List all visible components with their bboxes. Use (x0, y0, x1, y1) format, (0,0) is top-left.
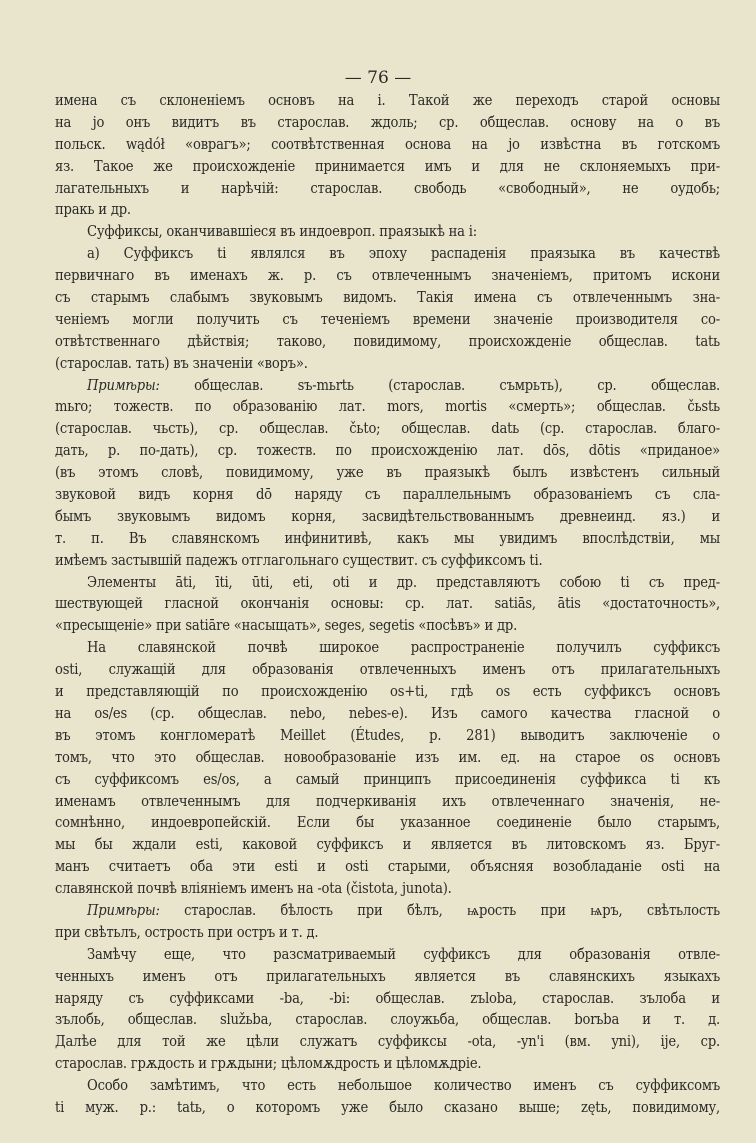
text-line (55, 944, 720, 966)
text-line (55, 659, 720, 681)
line-text: На славянской почвѣ широкое распространеніе получилъ суффиксъ (87, 639, 720, 657)
text-line (55, 593, 720, 615)
line-text: (старослав. чьсть), ср. общеслав. čьto; общеслав. datь (ср. старослав. благо- (55, 420, 720, 438)
text-line (55, 1009, 720, 1031)
line-text: Далѣе для той же цѣли служатъ суффиксы -ota, -yn'i (вм. yni), ije, ср. (55, 1033, 720, 1051)
text-line (55, 221, 720, 243)
text-line (55, 1053, 720, 1075)
text-line (55, 834, 720, 856)
text-line (55, 747, 720, 769)
text-line (55, 112, 720, 134)
line-text: шествующей гласной окончанія основы: ср. лат. satiās, ātis «достаточность», (55, 595, 720, 613)
text-line (55, 615, 720, 637)
text-line (55, 178, 720, 200)
text-line (55, 243, 720, 265)
text-line (55, 900, 720, 922)
text-line (55, 769, 720, 791)
page-number: — 76 — (344, 68, 412, 88)
line-text: имѣемъ застывшій падежъ отглагольнаго существит. съ суффиксомъ ti. (55, 551, 543, 569)
line-text: старослав. грѫдость и грѫдыни; цѣломѫдрость и цѣломѫдріе. (55, 1055, 482, 1073)
text-line (55, 791, 720, 813)
body-text (55, 90, 720, 1119)
line-text: наряду съ суффиксами -ba, -bi: общеслав. zъloba, старослав. зълоба и (55, 989, 720, 1007)
text-line (55, 1031, 720, 1053)
line-text: сомнѣнно, индоевропейскій. Если бы указанное соединеніе было старымъ, (55, 814, 720, 832)
text-line (55, 462, 720, 484)
line-text: Суффиксы, оканчивавшіеся въ индоевроп. праязыкѣ на i: (87, 223, 477, 241)
line-text: т. п. Въ славянскомъ инфинитивѣ, какъ мы увидимъ впослѣдствіи, мы (55, 529, 720, 547)
line-text: общеслав. sъ-mьrtь (старослав. съмрьть), ср. общеслав. (194, 376, 720, 394)
line-text: съ суффиксомъ es/os, а самый принципъ присоединенія суффикса ti къ (55, 770, 720, 788)
line-text: первичнаго въ именахъ ж. р. съ отвлеченнымъ значеніемъ, притомъ искони (55, 267, 720, 285)
examples-label: Примѣры: (87, 901, 160, 919)
line-text: при свѣтьлъ, острость при остръ и т. д. (55, 923, 319, 941)
text-line (55, 353, 720, 375)
line-text: звуковой видъ корня dō наряду съ параллельнымъ образованіемъ съ сла- (55, 486, 720, 504)
line-text: польск. wądół «оврагъ»; соотвѣтственная основа на jo извѣстна въ готскомъ (55, 135, 720, 153)
line-text: лагательныхъ и нарѣчій: старослав. свободь «свободный», не оудобь; (55, 179, 720, 197)
line-text: Замѣчу еще, что разсматриваемый суффиксъ для образованія отвле- (87, 945, 720, 963)
text-line (55, 550, 720, 572)
text-line (55, 375, 720, 397)
text-line (55, 506, 720, 528)
text-line (55, 1075, 720, 1097)
line-text: на os/es (ср. общеслав. nebo, nebes-e). Изъ самого качества гласной o (55, 704, 720, 722)
text-line (55, 287, 720, 309)
line-text: именамъ отвлеченнымъ для подчеркиванія ихъ отвлеченнаго значенія, не- (55, 792, 720, 810)
text-line (55, 1097, 720, 1119)
text-line (55, 265, 720, 287)
text-line (55, 418, 720, 440)
text-line (55, 922, 720, 944)
text-line (55, 878, 720, 900)
line-text: бымъ звуковымъ видомъ корня, засвидѣтельствованнымъ древнеинд. яз.) и (55, 507, 720, 525)
line-text: mьro; тожеств. по образованію лат. mors, mortis «смерть»; общеслав. čьstь (55, 398, 720, 416)
text-line (55, 90, 720, 112)
text-line (55, 703, 720, 725)
text-line (55, 812, 720, 834)
line-text: пракь и др. (55, 201, 131, 219)
line-text: на jo онъ видитъ въ старослав. ждоль; ср. общеслав. основу на o въ (55, 113, 720, 131)
line-text: съ старымъ слабымъ звуковымъ видомъ. Такія имена съ отвлеченнымъ зна- (55, 289, 720, 307)
line-text: имена съ склоненіемъ основъ на i. Такой же переходъ старой основы (55, 92, 720, 109)
text-line (55, 199, 720, 221)
text-line (55, 725, 720, 747)
text-line (55, 484, 720, 506)
line-text: «пресыщеніе» при satiāre «насыщать», seges, segetis «посѣвъ» и др. (55, 617, 518, 635)
line-text: славянской почвѣ вліяніемъ именъ на -ota (čistota, junota). (55, 880, 452, 898)
text-line (55, 440, 720, 462)
text-line (55, 637, 720, 659)
line-text: томъ, что это общеслав. новообразованіе изъ им. ед. на старое os основъ (55, 748, 720, 766)
line-text: ti муж. р.: tatь, о которомъ уже было сказано выше; zętь, повидимому, (55, 1098, 720, 1116)
line-text: osti, служащій для образованія отвлеченныхъ именъ отъ прилагательныхъ (55, 661, 720, 679)
line-text: Особо замѣтимъ, что есть небольшое количество именъ съ суффиксомъ (87, 1077, 720, 1095)
line-text: и представляющій по происхожденію os+ti, гдѣ os есть суффиксъ основъ (55, 683, 720, 701)
examples-label: Примѣры: (87, 376, 160, 394)
text-line (55, 309, 720, 331)
text-line (55, 528, 720, 550)
line-text: отвѣтственнаго дѣйствія; таково, повидимому, происхожденіе общеслав. tatь (55, 332, 720, 350)
line-text: а) Суффиксъ ti являлся въ эпоху распаденія праязыка въ качествѣ (87, 245, 720, 263)
text-line (55, 134, 720, 156)
text-line (55, 856, 720, 878)
line-text: въ этомъ конгломератѣ Meillet (Études, p. 281) выводитъ заключеніе o (55, 726, 720, 744)
text-line (55, 681, 720, 703)
line-text: старослав. бѣлость при бѣлъ, ѩрость при ѩръ, свѣтьлость (184, 901, 720, 919)
text-line (55, 331, 720, 353)
line-text: мы бы ждали esti, каковой суффиксъ и является въ литовскомъ яз. Бруг- (55, 836, 720, 854)
text-line (55, 966, 720, 988)
line-text: (старослав. тать) въ значеніи «воръ». (55, 354, 308, 372)
line-text: яз. Такое же происхожденіе принимается имъ и для не склоняемыхъ при- (55, 157, 720, 175)
line-text: ченныхъ именъ отъ прилагательныхъ является въ славянскихъ языкахъ (55, 967, 720, 985)
text-line (55, 396, 720, 418)
text-line (55, 572, 720, 594)
line-text: ченіемъ могли получить съ теченіемъ времени значеніе производителя со- (55, 310, 720, 328)
line-text: дать, р. по-дать), ср. тожеств. по происхожденію лат. dōs, dōtis «приданое» (55, 442, 720, 460)
text-line (55, 988, 720, 1010)
line-text: (въ этомъ словѣ, повидимому, уже въ праязыкѣ былъ извѣстенъ сильный (55, 464, 720, 482)
line-text: зълобь, общеслав. služьba, старослав. слоужьба, общеслав. borьba и т. д. (55, 1011, 720, 1029)
text-line (55, 156, 720, 178)
line-text: манъ считаетъ оба эти esti и osti старыми, объясняя возобладаніе osti на (55, 858, 720, 876)
line-text: Элементы āti, īti, ūti, eti, oti и др. представляютъ собою ti съ пред- (87, 573, 720, 591)
